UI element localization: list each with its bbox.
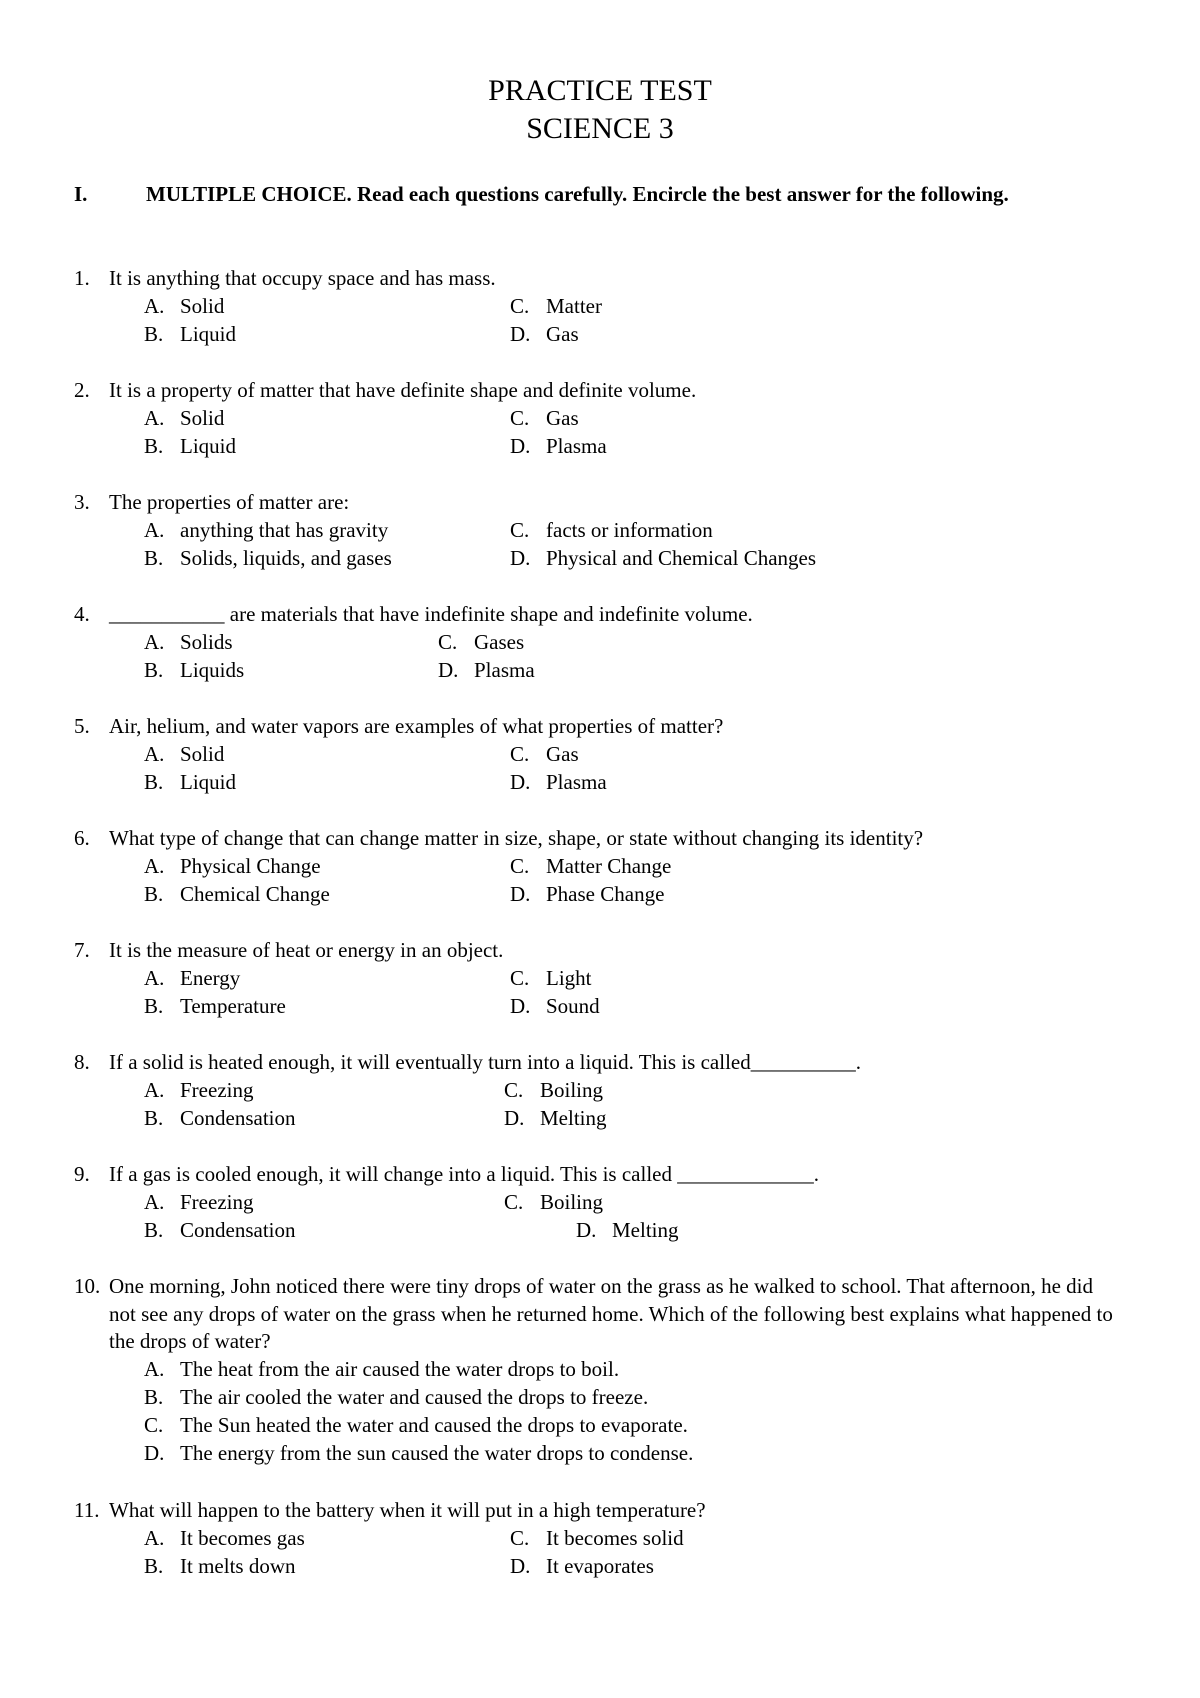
option-b[interactable]: B. Liquid — [144, 322, 236, 346]
option-a[interactable]: A. anything that has gravity — [144, 518, 389, 542]
option-d[interactable]: D. Plasma — [510, 770, 607, 794]
question-text: Air, helium, and water vapors are examples of what properties of matter? — [109, 714, 724, 738]
section-instruction-text: MULTIPLE CHOICE. Read each questions carefully. Encircle the best answer for the following. — [146, 182, 1009, 206]
option-b[interactable]: B. Condensation — [144, 1106, 296, 1130]
question-text: It is a property of matter that have definite shape and definite volume. — [109, 378, 697, 402]
option-a[interactable]: A. Solid — [144, 294, 225, 318]
option-d[interactable]: D. Melting — [504, 1106, 607, 1130]
question-number: 11. — [74, 1498, 100, 1522]
question-number: 3. — [74, 490, 90, 514]
option-a[interactable]: A. Solids — [144, 630, 233, 654]
option-d[interactable]: D. Melting — [576, 1218, 679, 1242]
section-numeral: I. — [74, 182, 88, 206]
question-number: 9. — [74, 1162, 90, 1186]
option-c[interactable]: C. Matter Change — [510, 854, 672, 878]
option-d[interactable]: D. It evaporates — [510, 1554, 654, 1578]
question-number: 2. — [74, 378, 90, 402]
question-text: If a solid is heated enough, it will eventually turn into a liquid. This is called__________. — [109, 1050, 861, 1074]
option-b[interactable]: B. Condensation — [144, 1218, 296, 1242]
question-number: 1. — [74, 266, 90, 290]
page-subtitle: SCIENCE 3 — [526, 112, 674, 145]
question-text: It is the measure of heat or energy in an object. — [109, 938, 504, 962]
option-b[interactable]: B. Solids, liquids, and gases — [144, 546, 392, 570]
option-c[interactable]: C. It becomes solid — [510, 1526, 684, 1550]
option-b[interactable]: B. Liquids — [144, 658, 245, 682]
option-c[interactable]: C. Matter — [510, 294, 602, 318]
option-a[interactable]: A. Solid — [144, 406, 225, 430]
question-text: The properties of matter are: — [109, 490, 350, 514]
question-number: 5. — [74, 714, 90, 738]
question-text: If a gas is cooled enough, it will change into a liquid. This is called _____________. — [109, 1162, 819, 1186]
question-number: 10. — [74, 1274, 101, 1298]
option-c[interactable]: C. Gas — [510, 742, 579, 766]
option-a[interactable]: A. Freezing — [144, 1078, 254, 1102]
option-c[interactable]: C. Gas — [510, 406, 579, 430]
option-a[interactable]: A. Physical Change — [144, 854, 321, 878]
option-d[interactable]: D. Sound — [510, 994, 600, 1018]
option-c[interactable]: C. The Sun heated the water and caused the drops to evaporate. — [144, 1413, 688, 1437]
option-a[interactable]: A. It becomes gas — [144, 1526, 305, 1550]
option-b[interactable]: B. The air cooled the water and caused the drops to freeze. — [144, 1385, 649, 1409]
option-a[interactable]: A. Freezing — [144, 1190, 254, 1214]
option-b[interactable]: B. Temperature — [144, 994, 286, 1018]
option-c[interactable]: C. Boiling — [504, 1078, 604, 1102]
option-d[interactable]: D. Gas — [510, 322, 579, 346]
option-c[interactable]: C. Boiling — [504, 1190, 604, 1214]
option-d[interactable]: D. Phase Change — [510, 882, 665, 906]
option-d[interactable]: D. Physical and Chemical Changes — [510, 546, 817, 570]
option-b[interactable]: B. Chemical Change — [144, 882, 330, 906]
question-number: 6. — [74, 826, 90, 850]
option-d[interactable]: D. The energy from the sun caused the water drops to condense. — [144, 1441, 694, 1465]
option-c[interactable]: C. Light — [510, 966, 592, 990]
page-title: PRACTICE TEST — [488, 74, 712, 107]
option-d[interactable]: D. Plasma — [438, 658, 535, 682]
option-a[interactable]: A. Energy — [144, 966, 241, 990]
question-number: 7. — [74, 938, 90, 962]
question-text: What will happen to the battery when it will put in a high temperature? — [109, 1498, 706, 1522]
option-b[interactable]: B. Liquid — [144, 770, 236, 794]
question-number: 8. — [74, 1050, 90, 1074]
option-d[interactable]: D. Plasma — [510, 434, 607, 458]
option-b[interactable]: B. It melts down — [144, 1554, 296, 1578]
question-text: ___________ are materials that have indefinite shape and indefinite volume. — [109, 602, 753, 626]
option-a[interactable]: A. Solid — [144, 742, 225, 766]
question-number: 4. — [74, 602, 90, 626]
option-b[interactable]: B. Liquid — [144, 434, 236, 458]
option-c[interactable]: C. facts or information — [510, 518, 713, 542]
question-text: One morning, John noticed there were tiny drops of water on the grass as he walked to school. That afternoon, he did not see any drops of water on the grass when he returned home. Which of the following best explains what happened to the drops of water? — [109, 1274, 1113, 1353]
option-a[interactable]: A. The heat from the air caused the water drops to boil. — [144, 1357, 620, 1381]
option-c[interactable]: C. Gases — [438, 630, 525, 654]
question-text: What type of change that can change matter in size, shape, or state without changing its identity? — [109, 826, 924, 850]
question-text: It is anything that occupy space and has mass. — [109, 266, 496, 290]
